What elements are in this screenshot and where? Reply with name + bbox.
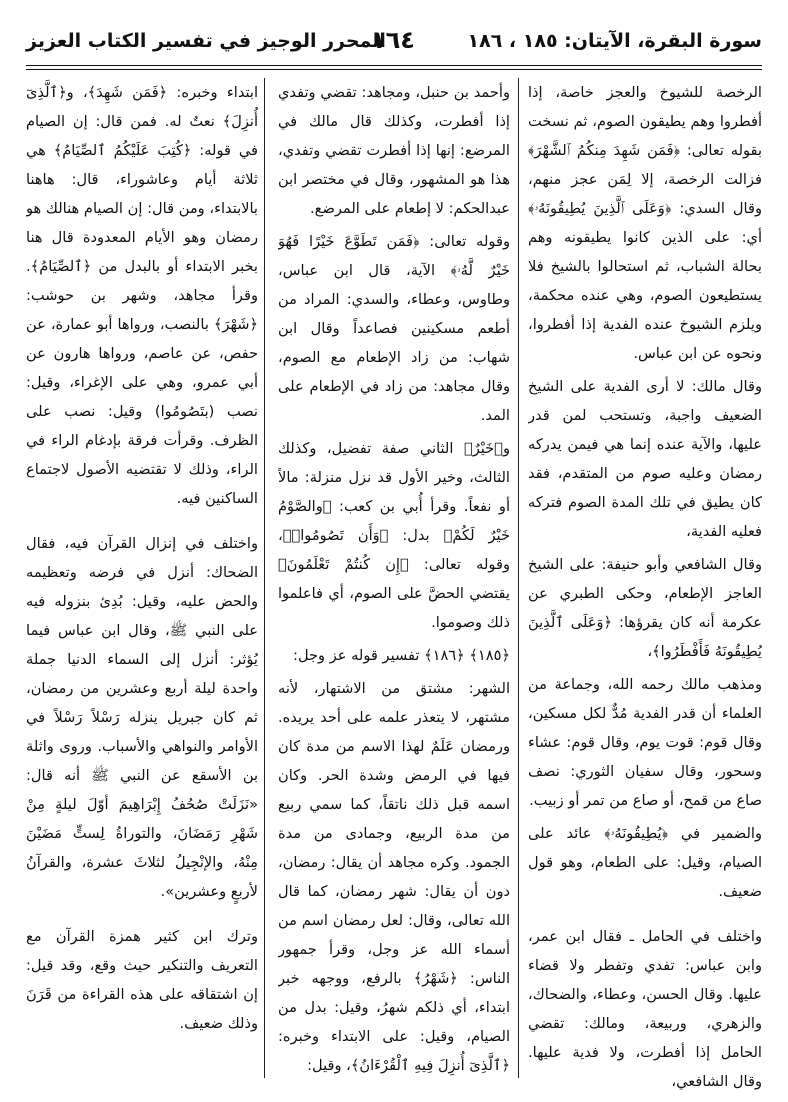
section-heading: ﴿١٨٥﴾ ﴿١٨٦﴾ تفسير قوله عز وجل:	[293, 647, 510, 664]
page-number: ١٦٤	[371, 26, 415, 54]
paragraph: ومذهب مالك رحمه الله، وجماعة من العلماء أن قدر الفدية مُدٌّ لكل مسكين، وقال قوم: قوت يوم، وقال قوم: عشاء وسحور، وقال سفيان الثوري: نصف صاع من قمح، أو صاع من تمر أو زبيب.	[528, 676, 762, 809]
paragraph: الشهر: مشتق من الاشتهار، لأنه مشتهر، لا يتعذر علمه على أحد يريده. ورمضان عَلَمٌ لهذا الاسم من مدة كان فيها في الرمض وشدة الحر. وكان اسمه قبل ذلك ناتقاً، كما سمي ربيع من مدة الربيع، وجمادى من مدة الجمود. وكره مجاهد أن يقال: رمضان، دون أن يقال: شهر رمضان، كما قال الله تعالى، وقال: لعل رمضان اسم من أسماء الله عز وجل، وقرأ جمهور الناس: ﴿شَهْرُ﴾ بالرفع، ووجهه خبر ابتداء، أي ذلكم شهرُ، وقيل: بدل من الصيام، وقيل: على الابتداء وخبره: ﴿ٱلَّذِىٓ أُنزِلَ فِيهِ ٱلْقُرْءَانُ﴾، وقيل:	[278, 680, 510, 1074]
paragraph: وترك ابن كثير همزة القرآن مع التعريف والتنكير حيث وقع، وقد قيل: إن اشتقاقه على هذه القراءة من قَرَنَ وذلك ضعيف.	[26, 928, 258, 1032]
paragraph: وقال مالك: لا أرى الفدية على الشيخ الضعيف واجبة، وتستحب لمن قدر عليها، والآية عنده إنما هي فيمن يدركه رمضان وعليه صوم من المتقدم، فقد كان يطيق في تلك المدة الصوم فتركه فعليه الفدية،	[528, 378, 762, 540]
header-rule-top	[26, 65, 762, 66]
page-header	[26, 26, 762, 66]
header-rule-bottom	[26, 69, 762, 70]
paragraph: ابتداء وخبره: ﴿فَمَن شَهِدَ﴾، و﴿ٱلَّذِىٓ أُنزِلَ﴾ نعتٌ له. فمن قال: إن الصيام في قوله: ﴿كُتِبَ عَلَيْكُمُ ٱلصِّيَامُ﴾ هي ثلاثة أيام وعاشوراء، قال: هاهنا بالابتداء، ومن قال: إن الصيام هنالك هو رمضان وهو الأيام المعدودة قال هنا بخبر الابتداء أو بالبدل من ﴿ٱلصِّيَامُ﴾. وقرأ مجاهد، وشهر بن حوشب: ﴿شَهْرَ﴾ بالنصب، ورواها أبو عمارة، عن حفص، عن عاصم، ورواها هارون عن أبي عمرو، وهي على الإغراء، وقيل: نصب (بتَصُومُوا) وقيل: نصب على الظرف. وقرأت فرقة بإدغام الراء في الراء، وذلك لا تقتضيه الأصول لاجتماع الساكنين فيه.	[26, 84, 258, 507]
paragraph: وقوله تعالى: ﴿فَمَن تَطَوَّعَ خَيْرًا فَهُوَ خَيْرٌ لَّهُۥ﴾ الآية، قال ابن عباس، وطاوس، وعطاء، والسدي: المراد من أطعم مسكينين فصاعداً وقال ابن شهاب: من زاد الإطعام مع الصوم، وقال مجاهد: من زاد في الإطعام على المد.	[278, 233, 510, 424]
paragraph: وأحمد بن حنبل، ومجاهد: تقضي وتفدي إذا أفطرت، وكذلك قال مالك في المرضع: إنها إذا أفطرت تقضي وتفدي، هذا هو المشهور، وقال في مختصر ابن عبدالحكم: لا إطعام على المرضع.	[278, 84, 510, 217]
running-head-book-title: المحرر الوجيز في تفسير الكتاب العزيز	[26, 30, 386, 52]
paragraph: وقال الشافعي وأبو حنيفة: على الشيخ العاجز الإطعام، وحكى الطبري عن عكرمة أنه كان يقرؤها: ﴿وَعَلَى ٱلَّذِينَ يُطِيقُونَهُ فَأَفْطَرُوا﴾،	[528, 556, 762, 660]
paragraph: الرخصة للشيوخ والعجز خاصة، إذا أفطروا وهم يطيقون الصوم، ثم نسخت بقوله تعالى: ﴿فَمَن شَهِدَ مِنكُمُ ٱلشَّهْرَ﴾ فزالت الرخصة، إلا لِمَن عجز منهم، وقال السدي: ﴿وَعَلَى ٱلَّذِينَ يُطِيقُونَهُۥ﴾ أي: على الذين كانوا يطيقونه وهم بحالة الشباب، ثم استحالوا بالشيخ فلا يستطيعون الصوم، وهي عنده محكمة، ويلزم الشيوخ عنده الفدية إذا أفطروا، ونحوه عن ابن عباس.	[528, 84, 762, 362]
paragraph: و﴿خَيْرٌ﴾ الثاني صفة تفضيل، وكذلك الثالث، وخير الأول قد نزل منزلة: مالاً أو نفعاً. وقرأ أُبي بن كعب: ﴿والصَّوْمُ خَيْرٌ لَكُمْ﴾ بدل: ﴿وَأَن تَصُومُوا۟﴾، وقوله تعالى: ﴿إِن كُنتُمْ تَعْلَمُونَ﴾ يقتضي الحضَّ على الصوم، أي فاعلموا ذلك وصوموا.	[278, 440, 510, 631]
running-head-surah: سورة البقرة، الآيتان: ١٨٥ ، ١٨٦	[467, 30, 762, 52]
text-column-right	[528, 78, 762, 1090]
text-column-middle	[278, 78, 510, 1090]
column-divider-right	[518, 78, 519, 1078]
paragraph: والضمير في ﴿يُطِيقُونَهُۥ﴾ عائد على الصيام، وقيل: على الطعام، وهو قول ضعيف.	[528, 825, 762, 900]
paragraph: واختلف في إنزال القرآن فيه، فقال الضحاك: أنزل في فرضه وتعظيمه والحض عليه، وقيل: بُدِئ بنزوله فيه على النبي ﷺ، وقال ابن عباس فيما يُؤثر: أنزل إلى السماء الدنيا جملة واحدة ليلة أربع وعشرين من رمضان، ثم كان جبريل ينزله رَسْلاً رَسْلاً في الأوامر والنواهي والأسباب. وروى واثلة بن الأسقع عن النبي ﷺ أنه قال: «نَزَلَتْ صُحُفُ إِبْرَاهِيمَ أوّلَ ليلةٍ مِنْ شَهْرِ رَمَضَانَ، والتوراةُ لِستٍّ مَضَيْنَ مِنْهُ، والإنْجِيلُ لثلاثَ عشرة، والقرآنُ لأربعٍ وعشرين».	[26, 535, 258, 900]
column-divider-left	[264, 78, 265, 1078]
paragraph: واختلف في الحامل ـ فقال ابن عمر، وابن عباس: تفدي وتفطر ولا قضاء عليها. وقال الحسن، وعطاء، والضحاك، والزهري، وربيعة، ومالك: تقضي الحامل إذا أفطرت، ولا فدية عليها. وقال الشافعي،	[528, 928, 762, 1090]
text-column-left	[26, 78, 258, 1090]
